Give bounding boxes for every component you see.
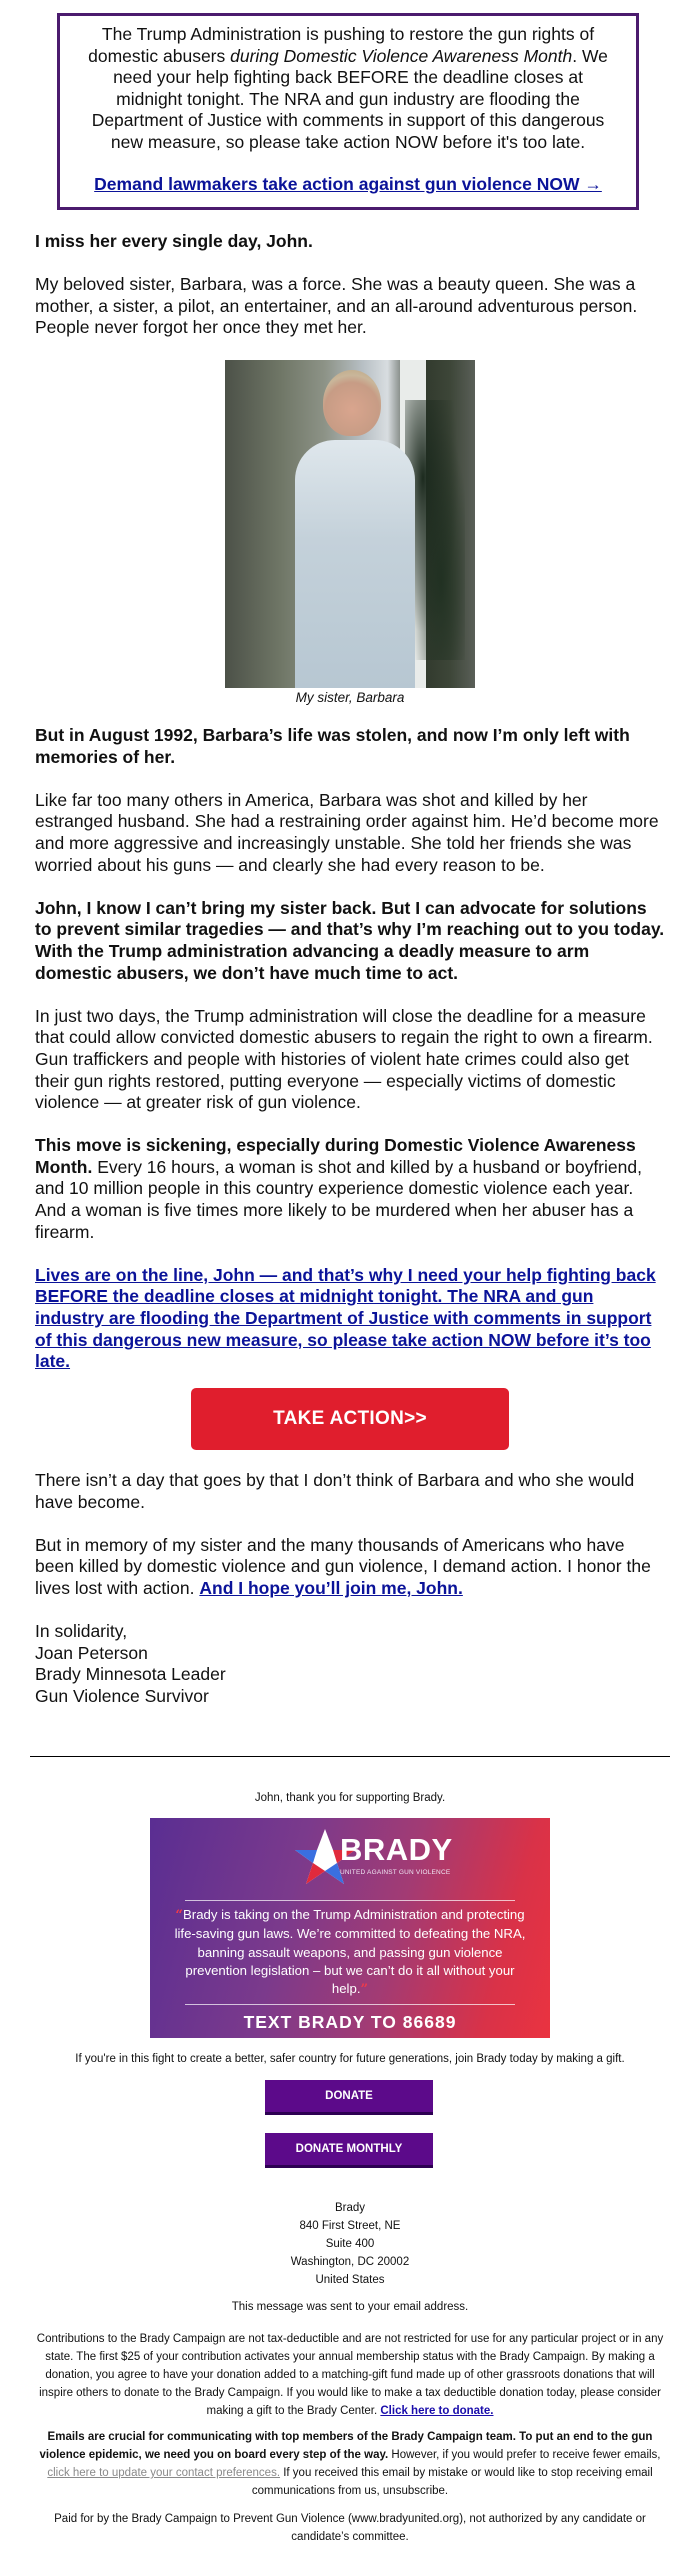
address-line: Suite 400	[325, 2238, 375, 2250]
email-notice-text-2: If you received this email by mistake or would like to stop receiving email communications from us, unsubscribe.	[251, 2467, 653, 2497]
paragraph-stolen: But in August 1992, Barbara’s life was stolen, and now I’m only left with memories of her.	[35, 725, 630, 767]
demand-lawmakers-link[interactable]: Demand lawmakers take action against gun violence NOW →	[94, 174, 602, 194]
photo-figure-body	[295, 440, 415, 688]
address-line: 840 First Street, NE	[299, 2220, 401, 2232]
update-preferences-link[interactable]: click here to update your contact preferences.	[47, 2467, 281, 2479]
paragraph-memory	[35, 1535, 667, 1600]
memory-text: But in memory of my sister and the many thousands of Americans who have been killed by domestic violence and gun violence, I demand action. I honor the lives lost with action.	[35, 1534, 651, 1598]
sickening-bold: This move is sickening, especially during Domestic Violence Awareness Month.	[35, 1135, 636, 1177]
paragraph-every-day: There isn’t a day that goes by that I don’t think of Barbara and who she would have become.	[35, 1470, 635, 1512]
footer-thanks: John, thank you for supporting Brady.	[254, 1792, 446, 1804]
email-notice-bold: Emails are crucial for communicating with top members of the Brady Campaign team. To put an end to the gun violence epidemic, we need you on board every step of the way.	[39, 2431, 653, 2461]
photo-figure	[225, 360, 475, 705]
banner-rule-bottom	[185, 2004, 515, 2005]
paid-for-wrap	[30, 2510, 670, 2546]
sent-to-text: This message was sent to your email address.	[231, 2301, 469, 2313]
address-line: Washington, DC 20002	[290, 2256, 410, 2268]
paragraph-deadline: In just two days, the Trump administration will close the deadline for a measure that could allow convicted domestic abusers to regain the right to own a firearm. Gun traffickers and people with histories of violent hate crimes could also get their gun rights restored, putting everyone — especially victims of domestic violence — at greater risk of gun violence.	[35, 1005, 653, 1113]
paragraph-advocate: John, I know I can’t bring my sister back. But I can advocate for solutions to prevent similar tragedies — and that’s why I’m reaching out to you today. With the Trump administration advancing a deadly measure to arm domestic abusers, we don’t have much time to act.	[35, 897, 665, 983]
donate-monthly-button[interactable]: DONATE MONTHLY	[265, 2133, 433, 2168]
close-quote-icon: ”	[360, 1982, 369, 1998]
join-me-link[interactable]: And I hope you’ll join me, John.	[199, 1577, 463, 1598]
address-block	[0, 2199, 700, 2289]
letter-closing	[35, 1470, 667, 1708]
gift-text: If you're in this fight to create a better, safer country for future generations, join Brady today by making a gift.	[75, 2053, 625, 2065]
disclaimer	[30, 2330, 670, 2420]
take-action-button[interactable]: TAKE ACTION>>	[191, 1388, 509, 1450]
paragraph-lives-link-wrap	[35, 1265, 667, 1373]
email-notice	[30, 2428, 670, 2500]
paid-for-text: Paid for by the Brady Campaign to Prevent Gun Violence (www.bradyunited.org), not authorized by any candidate or candidate’s committee.	[54, 2513, 646, 2543]
brand-tagline: UNITED AGAINST GUN VIOLENCE	[340, 1869, 451, 1876]
banner-quote	[172, 1906, 528, 1999]
gift-text-wrap	[0, 2050, 700, 2068]
signer-name: Joan Peterson	[35, 1642, 148, 1663]
disclaimer-wrap	[30, 2330, 670, 2420]
click-here-to-donate-link[interactable]: Click here to donate.	[380, 2405, 494, 2417]
signer-role: Gun Violence Survivor	[35, 1685, 209, 1706]
address-line: United States	[315, 2274, 385, 2286]
alert-box	[57, 13, 639, 210]
banner-rule-top	[185, 1900, 515, 1901]
sent-to-wrap	[0, 2298, 700, 2316]
sickening-rest: Every 16 hours, a woman is shot and killed by a husband or boyfriend, and 10 million people in this country experience domestic violence each year. And a woman is five times more likely to be murdered when her abuser has a firearm.	[35, 1156, 642, 1242]
signature	[35, 1621, 667, 1707]
sister-photo	[225, 360, 475, 688]
disclaimer-text: Contributions to the Brady Campaign are not tax-deductible and are not restricted for use for any particular project or in any state. The first $25 of your contribution activates your annual membership status with the Brady Campaign. By making a donation, you agree to have your donation added to a matching-gift fund made up of other grassroots donations that will inspire others to donate to the Brady Campaign. If you would like to make a tax deductible donation today, please consider making a gift to the Brady Center.	[36, 2333, 664, 2417]
letter-body	[35, 725, 667, 1394]
brand-name: BRADY	[340, 1832, 453, 1867]
address-line: Brady	[334, 2202, 366, 2214]
signer-title: Brady Minnesota Leader	[35, 1664, 226, 1685]
donate-button[interactable]: DONATE	[265, 2080, 433, 2115]
alert-text-rest: . We need your help fighting back BEFORE the deadline closes at midnight tonight. The NRA and gun industry are flooding the Department of Justice with comments in support of this dangerous new measure, so please take action NOW before it's too late.	[91, 45, 608, 152]
paragraph-sister: My beloved sister, Barbara, was a force. She was a beauty queen. She was a mother, a sister, a pilot, an entertainer, and an all-around adventurous person. People never forgot her once they met her.	[35, 274, 638, 338]
letter-intro	[35, 231, 667, 361]
brady-banner	[150, 1818, 550, 2038]
paragraph-killed: Like far too many others in America, Barbara was shot and killed by her estranged husband. She had a restraining order against him. He’d become more and more aggressive and increasingly unstable. She told her friends she was worried about his guns — and clearly she had every reason to be.	[35, 789, 659, 875]
text-brady-sms: TEXT BRADY TO 86689	[243, 2012, 457, 2032]
open-quote-icon: “	[175, 1908, 183, 1923]
paragraph-sickening	[35, 1135, 667, 1243]
email-notice-wrap	[30, 2428, 670, 2500]
greeting: I miss her every single day, John.	[35, 231, 313, 251]
footer-thanks-wrap	[0, 1789, 700, 1807]
photo-caption: My sister, Barbara	[295, 690, 405, 705]
alert-text: The Trump Administration is pushing to restore the gun rights of domestic abusers	[88, 24, 595, 66]
alert-text-italic: during Domestic Violence Awareness Month	[230, 45, 573, 66]
banner-quote-text: Brady is taking on the Trump Administration and protecting life-saving gun laws. We’re committed to defeating the NRA, banning assault weapons, and passing gun violence prevention legislation – but we can’t do it all without your help.	[174, 1907, 526, 1997]
footer-divider	[30, 1756, 670, 1757]
signoff: In solidarity,	[35, 1621, 128, 1642]
email-notice-text: However, if you would prefer to receive fewer emails,	[388, 2449, 661, 2461]
lives-on-the-line-link[interactable]: Lives are on the line, John — and that’s why I need your help fighting back BEFORE the deadline closes at midnight tonight. The NRA and gun industry are flooding the Department of Justice with comments in support of this dangerous new measure, so please take action NOW before it’s too late.	[35, 1264, 656, 1372]
photo-figure-head	[323, 370, 381, 436]
